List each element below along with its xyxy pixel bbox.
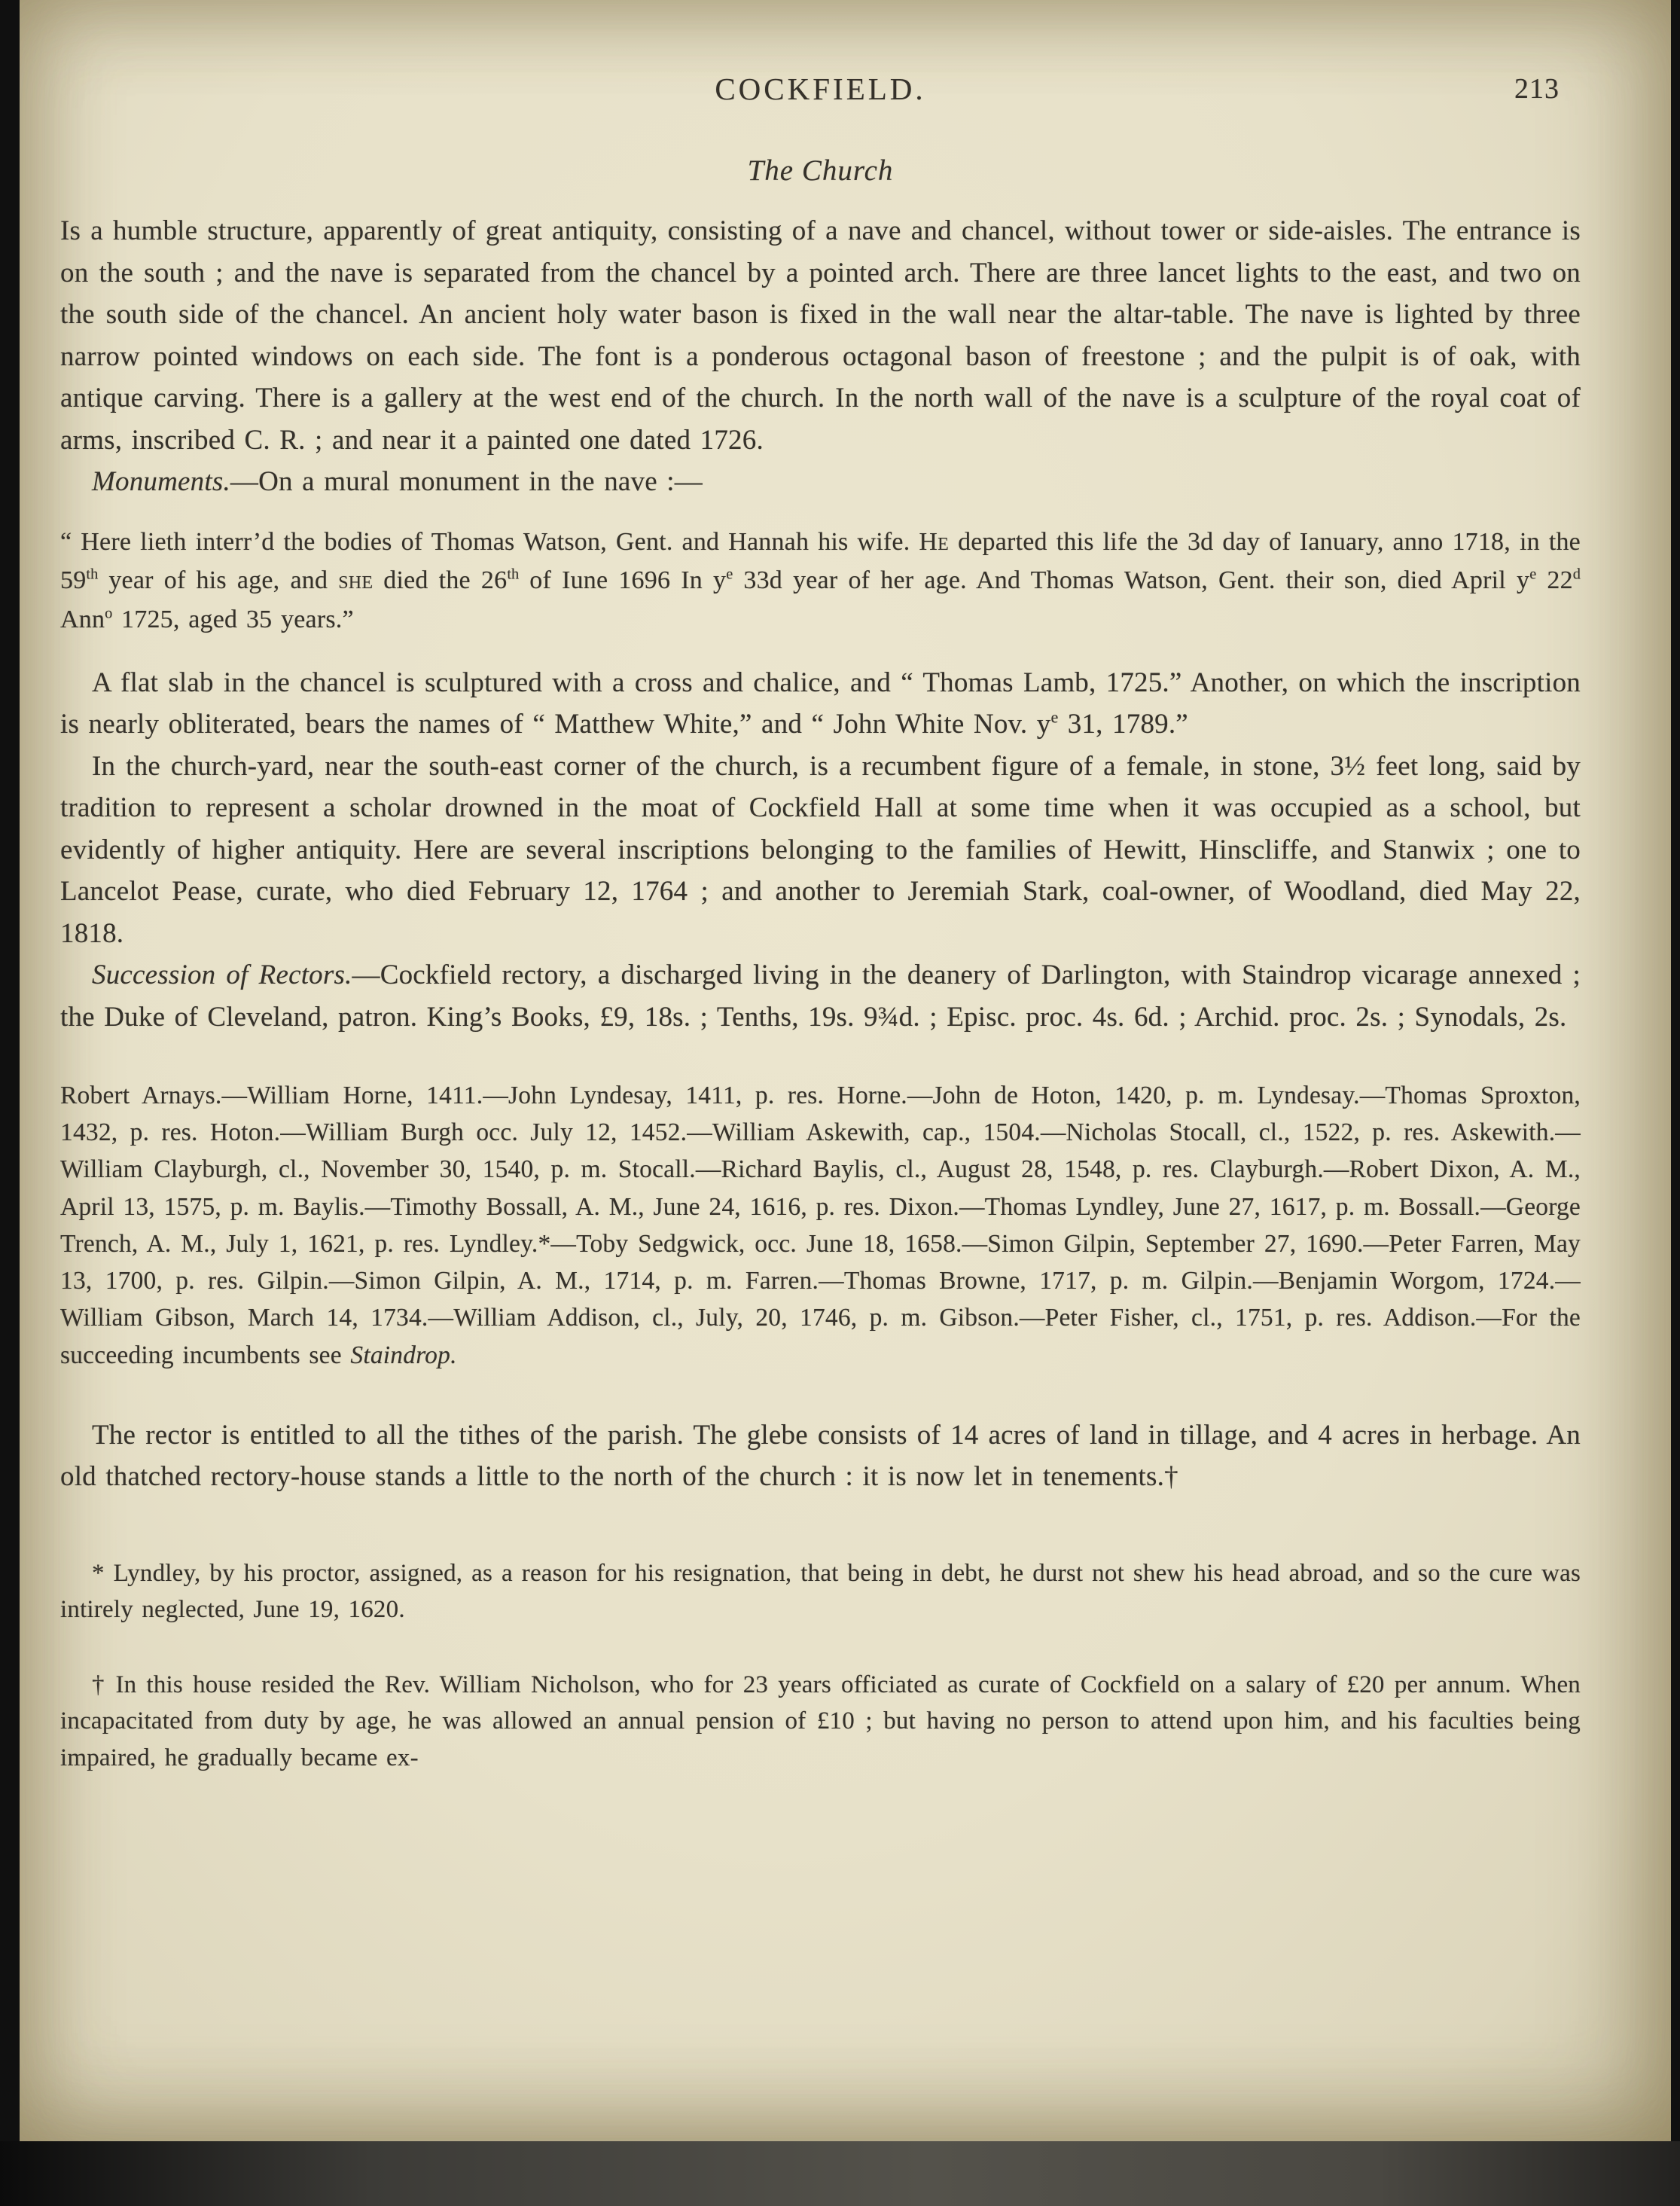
monument-quote: “ Here lieth interr’d the bodies of Thomas Watson, Gent. and Hannah his wife. He departed this life the 3d day of Ianuary, anno 1718, in the 59th year of his age, and she died the 26th of Iune 1696 In $y^e$ 33d year of her age. And Thomas Watson, Gent. their son, died April $y^e$ 22$^d$ Ann$^o$ 1725, aged 35 years.” <box>60 527 1581 633</box>
section-title: The Church <box>747 154 894 187</box>
footnote-lyndley: * Lyndley, by his proctor, assigned, as a reason for his resignation, that being in debt, he durst not shew his head abroad, and so the cure was intirely neglected, June 19, 1620. <box>60 1559 1581 1624</box>
page-header <box>60 71 1581 113</box>
page-number: 213 <box>1514 73 1560 105</box>
rectors-list: Robert Arnays.—William Horne, 1411.—John Lyndesay, 1411, p. res. Horne.—John de Hoton, 1420, p. m. Lyndesay.—Thomas Sproxton, 1432, p. res. Hoton.—William Burgh occ. July 12, 1452.—William Askewith, cap., 1504.—Nicholas Stocall, cl., 1522, p. res. Askewith.—William Clayburgh, cl., November 30, 1540, p. m. Stocall.—Richard Baylis, cl., August 28, 1548, p. res. Clayburgh.—Robert Dixon, A. M., April 13, 1575, p. m. Baylis.—Timothy Bossall, A. M., June 24, 1616, p. res. Dixon.—Thomas Lyndley, June 27, 1617, p. m. Bossall.—George Trench, A. M., July 1, 1621, p. res. Lyndley.*—Toby Sedgwick, occ. June 18, 1658.—Simon Gilpin, September 27, 1690.—Peter Farren, May 13, 1700, p. res. Gilpin.—Simon Gilpin, A. M., 1714, p. m. Farren.—Thomas Browne, 1717, p. m. Gilpin.—Benjamin Worgom, 1724.—William Gibson, March 14, 1734.—William Addison, cl., July, 20, 1746, p. m. Gibson.—Peter Fisher, cl., 1751, p. res. Addison.—For the succeeding incumbents see Staindrop. <box>60 1082 1581 1369</box>
page-content <box>20 0 1671 1776</box>
intro-paragraph: Is a humble structure, apparently of great antiquity, consisting of a nave and chancel, without tower or side-aisles. The entrance is on the south ; and the nave is separated from the chancel by a pointed arch. There are three lancet lights to the east, and two on the south side of the chancel. An ancient holy water bason is fixed in the wall near the altar-table. The nave is lighted by three narrow pointed windows on each side. The font is a ponderous octagonal bason of freestone ; and the pulpit is of oak, with antique carving. There is a gallery at the west end of the church. In the north wall of the nave is a sculpture of the royal coat of arms, inscribed C. R. ; and near it a painted one dated 1726. <box>60 215 1581 456</box>
footnote-nicholson: † In this house resided the Rev. William Nicholson, who for 23 years officiated as curate of Cockfield on a salary of £20 per annum. When incapacitated from duty by age, he was allowed an annual pension of £10 ; but having no person to attend upon him, and his faculties being impaired, he gradually became ex- <box>60 1671 1581 1771</box>
scan-bottom-edge <box>0 2141 1680 2206</box>
churchyard-paragraph: In the church-yard, near the south-east corner of the church, is a recumbent figure of a female, in stone, 3½ feet long, said by tradition to represent a scholar drowned in the moat of Cockfield Hall at some time when it was occupied as a school, but evidently of higher antiquity. Here are several inscriptions belonging to the families of Hewitt, Hinscliffe, and Stanwix ; one to Lancelot Pease, curate, who died February 12, 1764 ; and another to Jeremiah Stark, coal-owner, of Woodland, died May 22, 1818. <box>60 750 1581 949</box>
book-page <box>20 0 1671 2141</box>
succession-paragraph: Succession of Rectors.—Cockfield rectory, a discharged living in the deanery of Darlington, with Staindrop vicarage annexed ; the Duke of Cleveland, patron. King’s Books, £9, 18s. ; Tenths, 19s. 9¾d. ; Episc. proc. 4s. 6d. ; Archid. proc. 2s. ; Synodals, 2s. <box>60 960 1581 1033</box>
monuments-paragraph: Monuments.—On a mural monument in the nave :— <box>92 466 703 497</box>
text-body <box>60 210 1581 1776</box>
flat-slab-paragraph: A flat slab in the chancel is sculptured with a cross and chalice, and “ Thomas Lamb, 1725.” Another, on which the inscription is nearly obliterated, bears the names of “ Matthew White,” and “ John White Nov. $y^e$ 31, 1789.” <box>60 667 1581 740</box>
tithes-paragraph: The rector is entitled to all the tithes of the parish. The glebe consists of 14 acres of land in tillage, and 4 acres in herbage. An old thatched rectory-house stands a little to the north of the church : it is now let in tenements.† <box>60 1419 1581 1493</box>
running-title: COCKFIELD. <box>715 72 926 106</box>
